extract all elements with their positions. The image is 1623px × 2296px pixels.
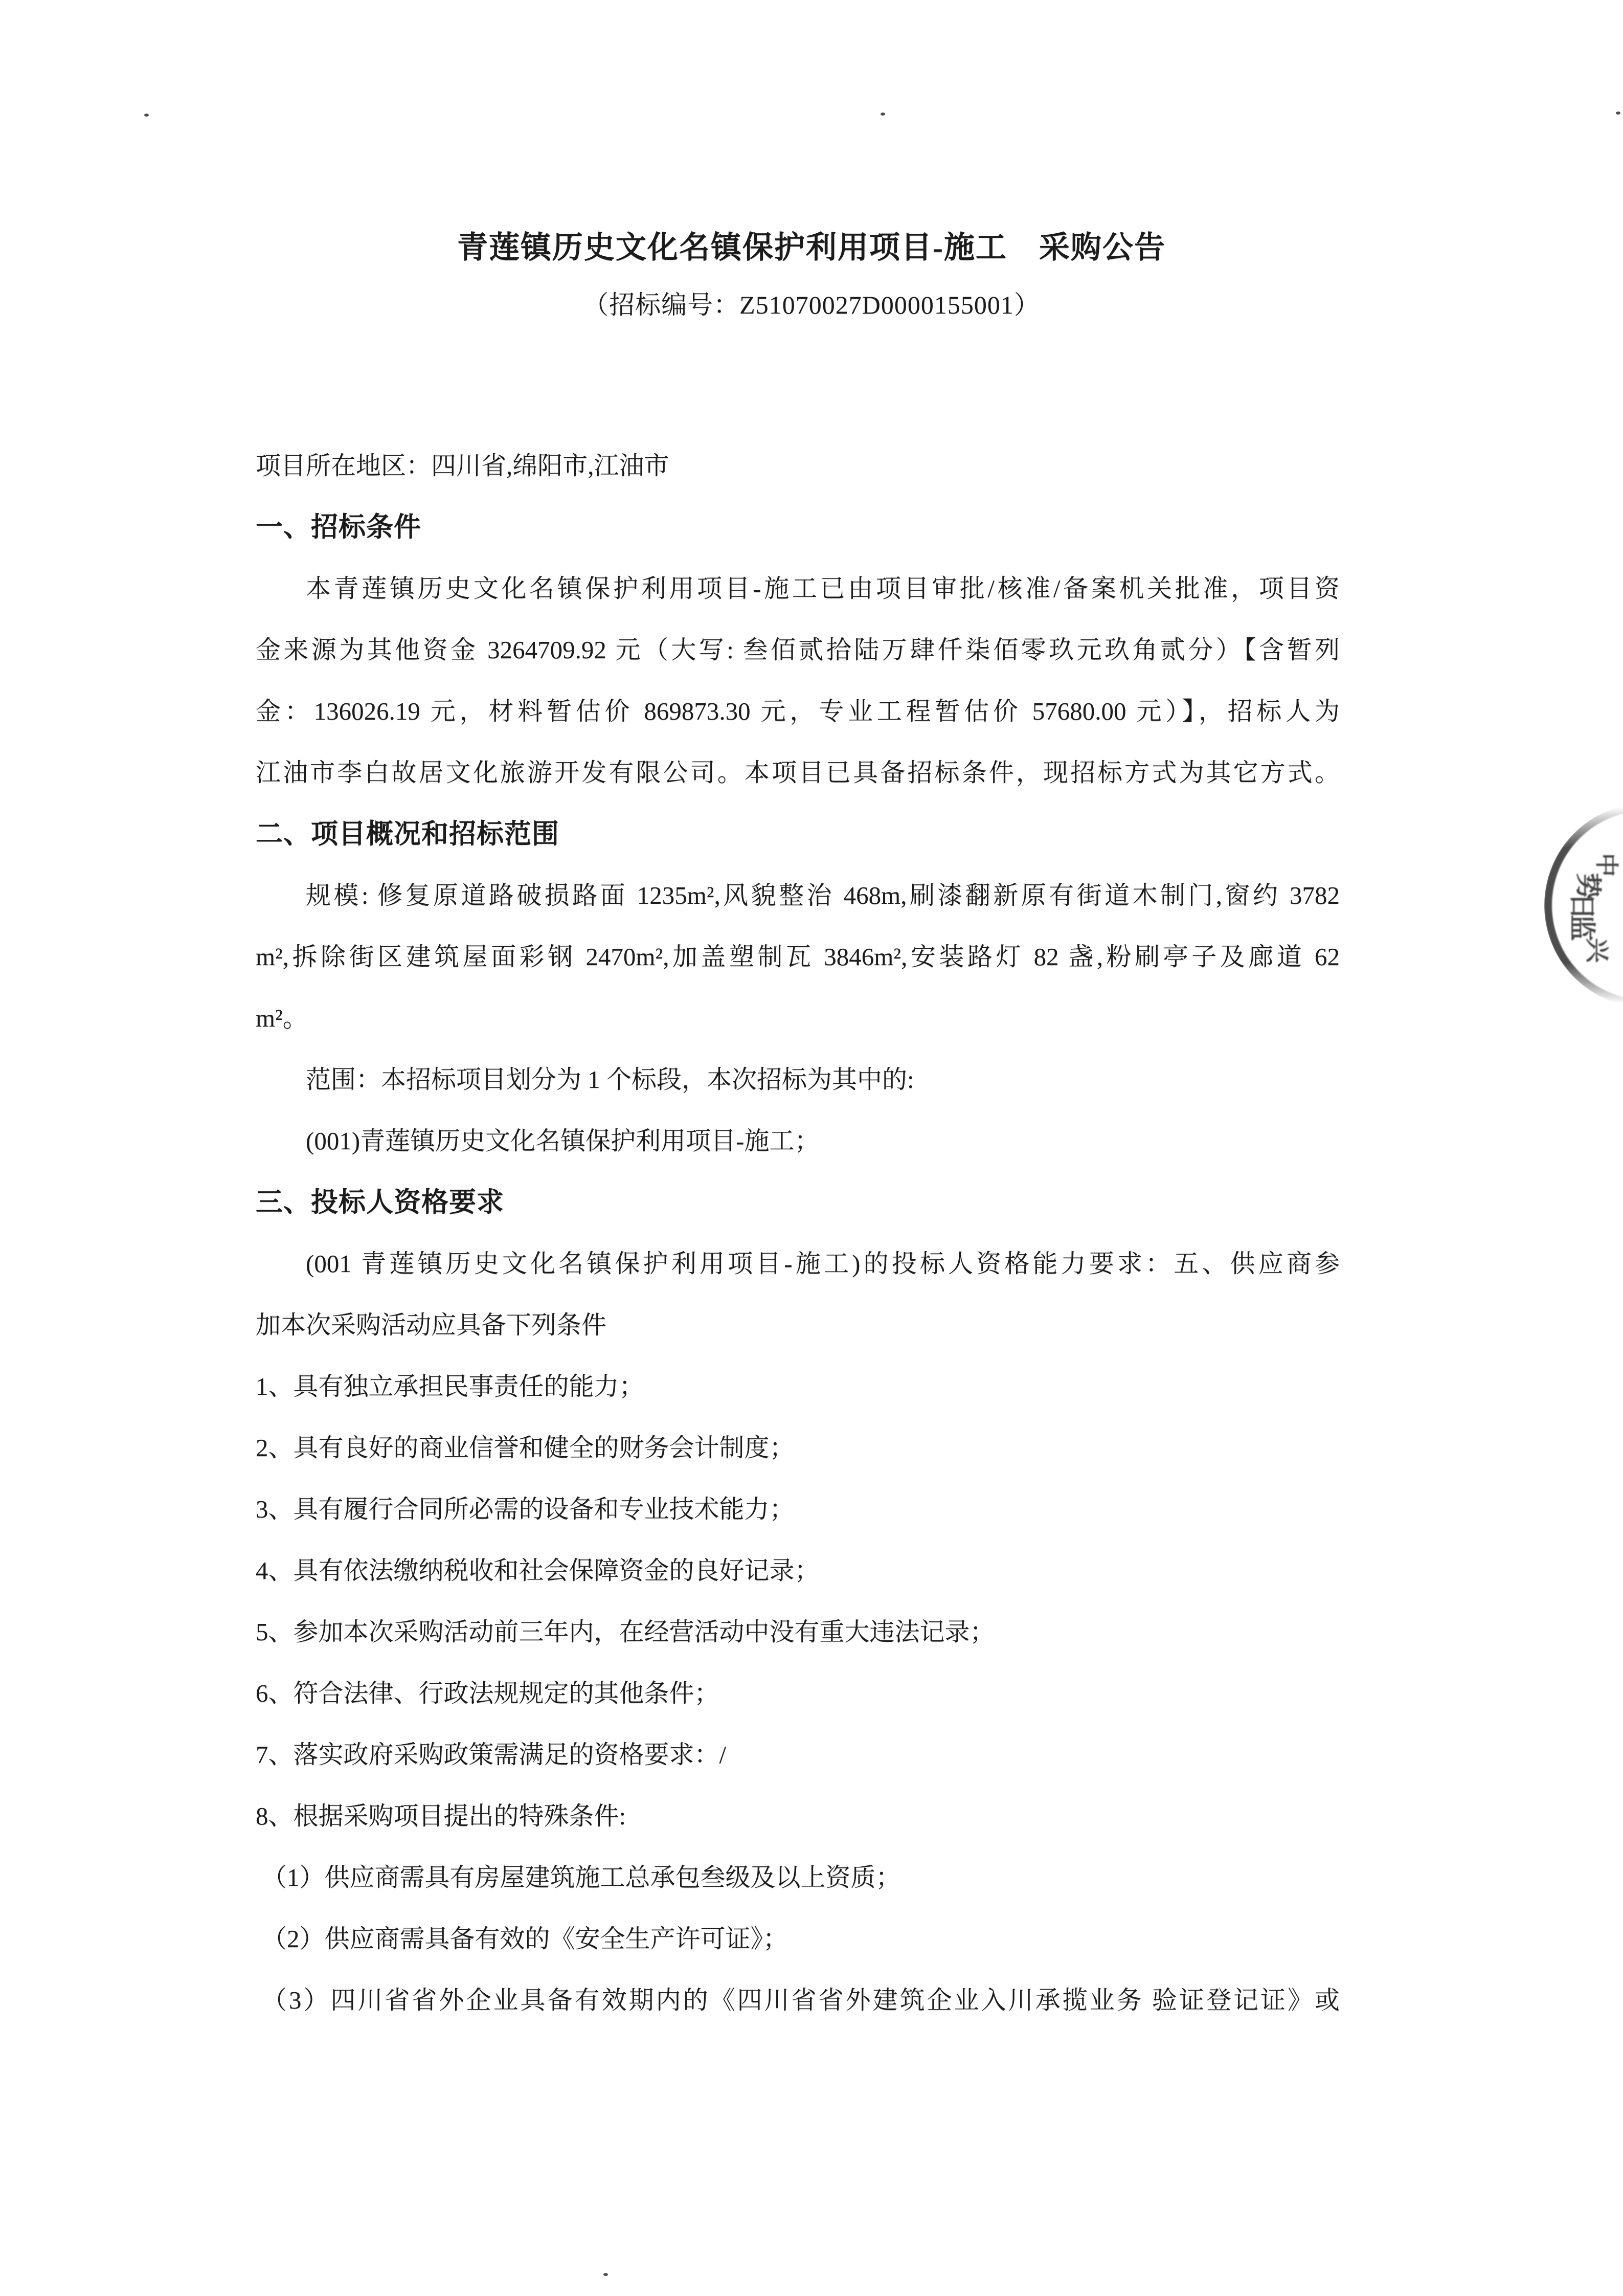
document-line: 7、落实政府采购政策需满足的资格要求：/ <box>256 1741 727 1769</box>
tender-number: （招标编号：Z51070027D0000155001） <box>583 291 1040 319</box>
document-line: 1、具有独立承担民事责任的能力； <box>256 1372 644 1400</box>
document-line: (001)青莲镇历史文化名镇保护利用项目-施工； <box>306 1127 820 1155</box>
document-line: 加本次采购活动应具备下列条件 <box>256 1311 607 1339</box>
stamp-glyph: 监 <box>1567 914 1596 942</box>
document-line: (001 青莲镇历史文化名镇保护利用项目-施工)的投标人资格能力要求：五、供应商参 <box>306 1250 1340 1278</box>
section-heading: 三、投标人资格要求 <box>256 1188 504 1217</box>
scan-speck <box>881 113 885 116</box>
stamp-circle-icon <box>1544 803 1623 1008</box>
document-line: m²,拆除街区建筑屋面彩钢 2470m²,加盖塑制瓦 3846m²,安装路灯 82 盏,粉刷亭子及廊道 62 <box>256 943 1340 971</box>
document-line: 江油市李白故居文化旅游开发有限公司。本项目已具备招标条件，现招标方式为其它方式。 <box>256 759 1340 787</box>
document-line: 6、符合法律、行政法规规定的其他条件； <box>256 1679 719 1707</box>
stamp-glyph: 兴 <box>1583 938 1611 963</box>
scan-speck <box>1616 112 1620 115</box>
document-line: 范围：本招标项目划分为 1 个标段，本次招标为其中的: <box>306 1065 914 1094</box>
document-line: m²。 <box>256 1004 308 1032</box>
document-line: 金：136026.19 元，材料暂估价 869873.30 元，专业工程暂估价 57680.00 元）】，招标人为 <box>256 697 1340 725</box>
document-line: 4、具有依法缴纳税收和社会保障资金的良好记录； <box>256 1556 820 1585</box>
section-heading: 二、项目概况和招标范围 <box>256 819 559 849</box>
document-line: 3、具有履行合同所必需的设备和专业技术能力； <box>256 1495 795 1523</box>
document-line: （2）供应商需具备有效的《安全生产许可证》； <box>262 1925 788 1953</box>
scan-speck <box>603 2273 608 2276</box>
document-line: 项目所在地区：四川省,绵阳市,江油市 <box>256 452 669 480</box>
stamp-glyph: 势 <box>1573 872 1603 900</box>
document-title: 青莲镇历史文化名镇保护利用项目-施工 采购公告 <box>457 231 1166 264</box>
content <box>256 435 1340 2031</box>
scan-speck <box>144 114 149 117</box>
document-line: （1）供应商需具有房屋建筑施工总承包叁级及以上资质； <box>262 1863 901 1891</box>
document-line: 5、参加本次采购活动前三年内，在经营活动中没有重大违法记录； <box>256 1618 995 1646</box>
stamp-glyph: 中 <box>1593 853 1619 877</box>
stamp-glyph: 日 <box>1567 893 1596 920</box>
document-line: 本青莲镇历史文化名镇保护利用项目-施工已由项目审批/核准/备案机关批准，项目资 <box>306 574 1340 603</box>
document-line: 2、具有良好的商业信誉和健全的财务会计制度； <box>256 1434 795 1462</box>
document-line: （3）四川省省外企业具备有效期内的《四川省省外建筑企业入川承揽业务 验证登记证》或 <box>262 1986 1340 2014</box>
document-line: 金来源为其他资金 3264709.92 元（大写: 叁佰贰拾陆万肆仟柒佰零玖元玖角贰分）【含暂列 <box>256 636 1340 664</box>
document-line: 8、根据采购项目提出的特殊条件: <box>256 1802 626 1830</box>
document-line: 规模: 修复原道路破损路面 1235m²,风貌整治 468m,刷漆翻新原有街道木制门,窗约 3782 <box>306 881 1340 909</box>
section-heading: 一、招标条件 <box>256 512 421 542</box>
